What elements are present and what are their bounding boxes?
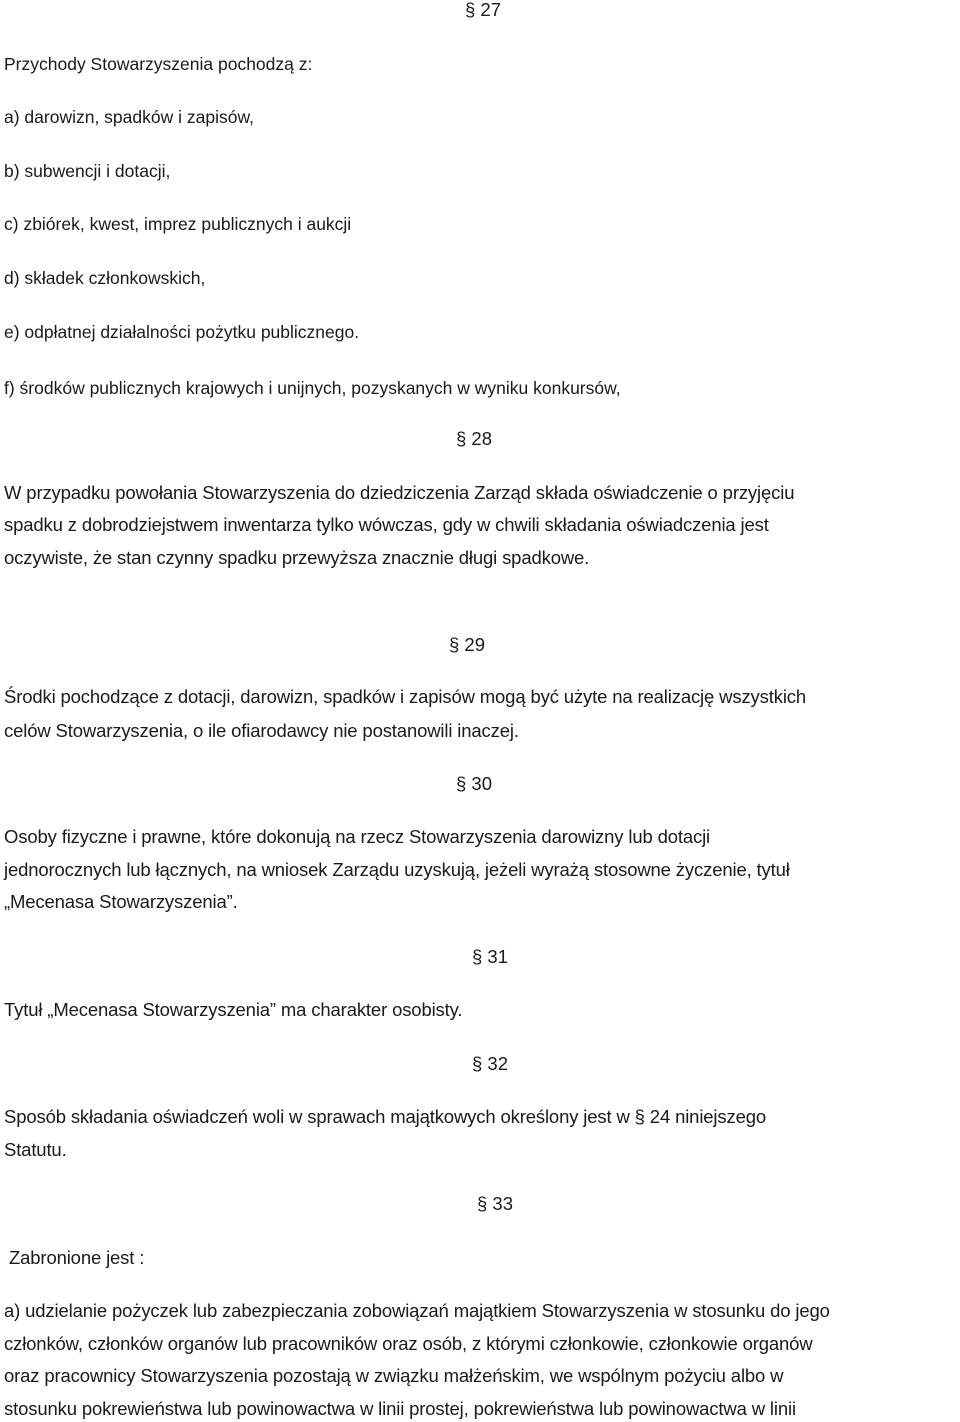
section-27-line-5: d) składek członkowskich,	[4, 268, 206, 288]
section-heading-33: § 33	[477, 1193, 514, 1214]
section-heading-28: § 28	[456, 428, 493, 449]
section-33-line-2: członków, członków organów lub pracowników oraz osób, z którymi członkowie, członkowie organów	[4, 1333, 813, 1354]
section-heading-31: § 31	[472, 946, 509, 967]
section-33-intro: Zabronione jest :	[9, 1247, 145, 1268]
section-27-line-2: a) darowizn, spadków i zapisów,	[4, 107, 254, 127]
section-28-line-3: oczywiste, że stan czynny spadku przewyższa znacznie długi spadkowe.	[4, 547, 590, 568]
section-27-line-1: Przychody Stowarzyszenia pochodzą z:	[4, 54, 313, 74]
section-27-line-3: b) subwencji i dotacji,	[4, 161, 171, 181]
section-30-line-2: jednorocznych lub łącznych, na wniosek Zarządu uzyskują, jeżeli wyrażą stosowne życzenie, tytuł	[4, 859, 790, 880]
section-heading-27: § 27	[465, 0, 502, 20]
section-30-line-1: Osoby fizyczne i prawne, które dokonują na rzecz Stowarzyszenia darowizny lub dotacji	[4, 826, 711, 847]
section-33-line-4: stosunku pokrewieństwa lub powinowactwa w linii prostej, pokrewieństwa lub powinowactwa w linii	[4, 1398, 796, 1419]
section-heading-32: § 32	[472, 1053, 509, 1074]
section-27-line-6: e) odpłatnej działalności pożytku publicznego.	[4, 322, 360, 342]
section-29-line-1: Środki pochodzące z dotacji, darowizn, spadków i zapisów mogą być użyte na realizację wszystkich	[4, 686, 807, 707]
section-27-line-7: f) środków publicznych krajowych i unijnych, pozyskanych w wyniku konkursów,	[4, 378, 621, 398]
section-33-line-1: a) udzielanie pożyczek lub zabezpieczania zobowiązań majątkiem Stowarzyszenia w stosunku do jego	[4, 1300, 830, 1321]
section-32-line-1: Sposób składania oświadczeń woli w sprawach majątkowych określony jest w § 24 niniejszego	[4, 1106, 766, 1127]
section-31-line-1: Tytuł „Mecenasa Stowarzyszenia” ma charakter osobisty.	[4, 999, 463, 1020]
section-28-line-1: W przypadku powołania Stowarzyszenia do dziedziczenia Zarząd składa oświadczenie o przyjęciu	[4, 482, 795, 503]
section-28-line-2: spadku z dobrodziejstwem inwentarza tylko wówczas, gdy w chwili składania oświadczenia jest	[4, 514, 769, 535]
section-27-line-4: c) zbiórek, kwest, imprez publicznych i aukcji	[4, 214, 352, 234]
section-heading-29: § 29	[449, 634, 486, 655]
section-heading-30: § 30	[456, 773, 493, 794]
section-29-line-2: celów Stowarzyszenia, o ile ofiarodawcy nie postanowili inaczej.	[4, 720, 519, 741]
section-33-line-3: oraz pracownicy Stowarzyszenia pozostają w związku małżeńskim, we wspólnym pożyciu albo w	[4, 1365, 784, 1386]
section-32-line-2: Statutu.	[4, 1139, 67, 1160]
section-30-line-3: „Mecenasa Stowarzyszenia”.	[4, 891, 238, 912]
